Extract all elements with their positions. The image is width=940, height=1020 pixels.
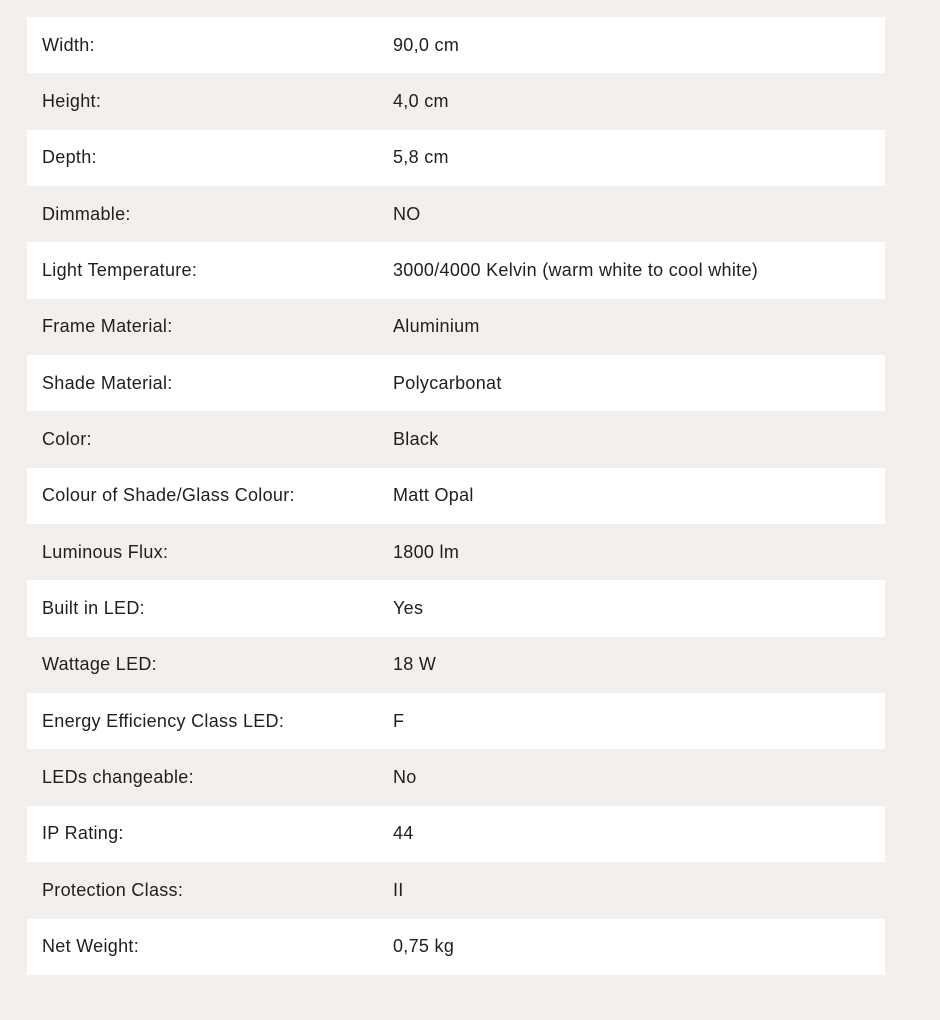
spec-label: Protection Class:: [42, 879, 184, 900]
spec-row-dimmable: [27, 186, 885, 242]
spec-value: Black: [393, 429, 439, 450]
spec-value: 3000/4000 Kelvin (warm white to cool white): [393, 260, 759, 281]
spec-label: Luminous Flux:: [42, 541, 169, 562]
spec-row-color: [27, 411, 885, 467]
spec-row-ip-rating: [27, 806, 885, 862]
spec-value: 1800 lm: [393, 541, 460, 562]
spec-label: Net Weight:: [42, 936, 140, 957]
spec-row-width: [27, 17, 885, 73]
spec-value: No: [393, 767, 417, 788]
spec-value: Yes: [393, 598, 424, 619]
spec-value: II: [393, 879, 404, 900]
spec-value: 44: [393, 823, 414, 844]
spec-value: NO: [393, 203, 421, 224]
spec-row-net-weight: [27, 919, 885, 975]
spec-row-frame-material: [27, 299, 885, 355]
spec-value: Matt Opal: [393, 485, 474, 506]
spec-row-shade-colour: [27, 468, 885, 524]
spec-label: Color:: [42, 429, 92, 450]
spec-label: Colour of Shade/Glass Colour:: [42, 485, 295, 506]
spec-value: F: [393, 710, 405, 731]
spec-label: Energy Efficiency Class LED:: [42, 710, 285, 731]
spec-row-depth: [27, 130, 885, 186]
spec-label: Width:: [42, 34, 95, 55]
spec-value: Polycarbonat: [393, 372, 502, 393]
spec-value: 90,0 cm: [393, 34, 460, 55]
spec-value: 18 W: [393, 654, 437, 675]
spec-value: 0,75 kg: [393, 936, 455, 957]
spec-value: 4,0 cm: [393, 91, 449, 112]
spec-label: Built in LED:: [42, 598, 145, 619]
spec-row-wattage-led: [27, 637, 885, 693]
spec-row-leds-changeable: [27, 749, 885, 805]
spec-value: 5,8 cm: [393, 147, 449, 168]
spec-row-light-temperature: [27, 242, 885, 298]
spec-label: Shade Material:: [42, 372, 173, 393]
spec-row-energy-efficiency: [27, 693, 885, 749]
spec-label: Wattage LED:: [42, 654, 157, 675]
spec-row-built-in-led: [27, 580, 885, 636]
spec-label: Dimmable:: [42, 203, 131, 224]
spec-row-protection-class: [27, 862, 885, 918]
spec-label: IP Rating:: [42, 823, 124, 844]
spec-value: Aluminium: [393, 316, 480, 337]
spec-row-shade-material: [27, 355, 885, 411]
spec-label: Height:: [42, 91, 102, 112]
spec-row-luminous-flux: [27, 524, 885, 580]
spec-label: Depth:: [42, 147, 97, 168]
spec-table: [27, 17, 885, 975]
spec-label: Frame Material:: [42, 316, 173, 337]
spec-row-height: [27, 73, 885, 129]
spec-label: LEDs changeable:: [42, 767, 194, 788]
spec-label: Light Temperature:: [42, 260, 198, 281]
